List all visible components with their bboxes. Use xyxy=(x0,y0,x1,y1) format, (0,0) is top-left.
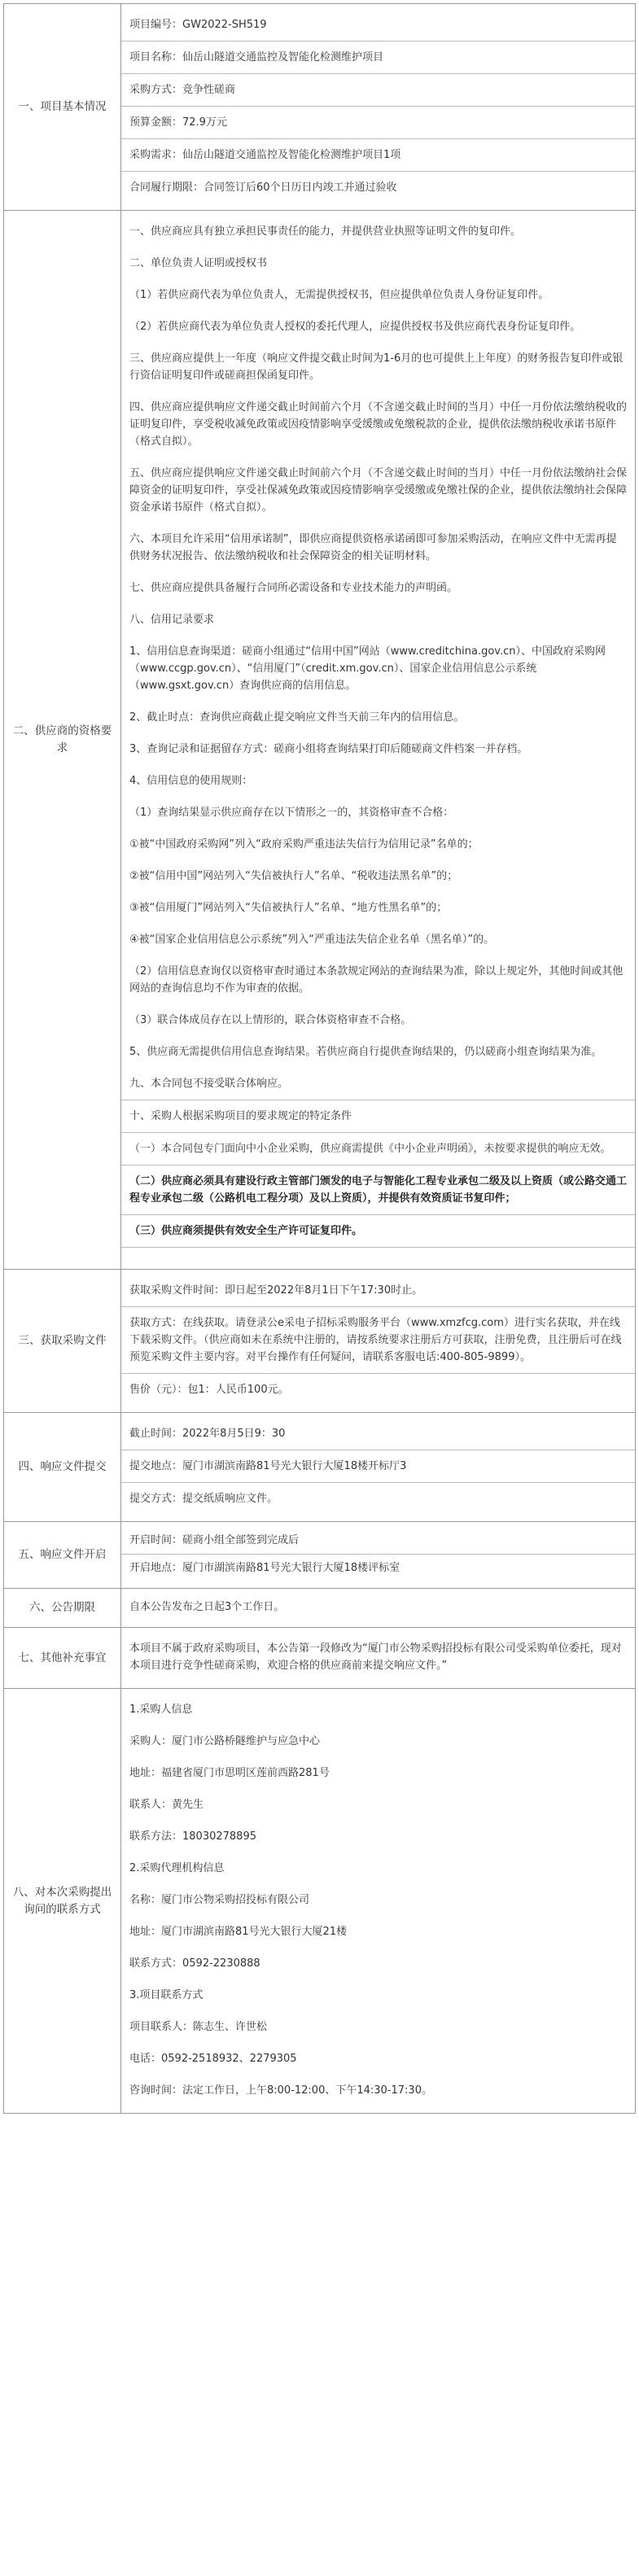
row-label: 六、公告期限 xyxy=(4,1589,121,1628)
qualification-item: （2）信用信息查询仅以资格审查时通过本条款规定网站的查询结果为准，除以上规定外，其他时间或其他网站的查询信息均不作为审查的依据。 xyxy=(129,965,624,995)
qualification-item: 七、供应商应提供具备履行合同所必需设备和专业技术能力的声明函。 xyxy=(129,582,458,594)
row-opening xyxy=(4,1522,636,1589)
row-notice-period xyxy=(4,1589,636,1628)
qualification-item: 四、供应商应提供响应文件递交截止时间前六个月（不含递交截止时间的当月）中任一月份依法缴纳税收的证明复印件，享受税收减免政策或因疫情影响享受缓缴或免缴税款的企业，提供依法缴纳税收承诺书原件（格式自拟）。 xyxy=(129,401,628,448)
document-price: 售价（元）：包1：人民币100元。 xyxy=(129,1384,289,1396)
contact-line: 名称：厦门市公物采购招投标有限公司 xyxy=(129,1894,310,1906)
qualification-item: 八、信用记录要求 xyxy=(129,614,215,626)
row-label: 二、供应商的资格要求 xyxy=(4,211,121,1270)
row-label: 七、其他补充事宜 xyxy=(4,1628,121,1689)
special-condition: （三）供应商须提供有效安全生产许可证复印件。 xyxy=(129,1225,363,1237)
deadline: 截止时间：2022年8月5日9：30 xyxy=(129,1428,286,1440)
opening-time: 开启时间：磋商小组全部签到完成后 xyxy=(129,1534,300,1546)
contact-heading: 3.项目联系方式 xyxy=(129,1989,204,2001)
row-obtain-documents xyxy=(4,1270,636,1413)
qualification-item: 三、供应商应提供上一年度（响应文件提交截止时间为1-6月的也可提供上上年度）的财务报告复印件或银行资信证明复印件或磋商担保函复印件。 xyxy=(129,352,624,382)
qualification-item: 一、供应商应具有独立承担民事责任的能力，并提供营业执照等证明文件的复印件。 xyxy=(129,225,522,238)
qualification-item: （一）本合同包专门面向中小企业采购，供应商需提供《中小企业声明函》，未按要求提供的响应无效。 xyxy=(129,1143,611,1155)
row-project-info xyxy=(4,4,636,211)
contact-line: 联系方法：18030278895 xyxy=(129,1830,256,1843)
row-supplementary xyxy=(4,1628,636,1689)
row-content xyxy=(121,1522,636,1589)
project-number: 项目编号：GW2022-SH519 xyxy=(129,19,267,31)
qualification-item: （2）若供应商代表为单位负责人授权的委托代理人，应提供授权书及供应商代表身份证复印件。 xyxy=(129,321,581,333)
qualification-item: 1、信用信息查询渠道：磋商小组通过“信用中国”网站（www.creditchina.gov.cn）、中国政府采购网（www.ccgp.gov.cn）、“信用厦门”（credit.xm.gov.cn）、国家企业信用信息公示系统（www.gsxt.gov.cn）查询供应商的信用信息。 xyxy=(129,645,606,692)
supplementary-text: 本项目不属于政府采购项目，本公告第一段修改为“厦门市公物采购招投标有限公司受采购单位委托，现对本项目进行竞争性磋商采购，欢迎合格的供应商前来提交响应文件。” xyxy=(129,1642,622,1672)
row-submission xyxy=(4,1413,636,1522)
special-condition xyxy=(129,1248,627,1262)
notice-period: 自本公告发布之日起3个工作日。 xyxy=(129,1601,285,1613)
row-content xyxy=(121,1413,636,1522)
row-content xyxy=(121,4,636,211)
submission-method: 提交方式：提交纸质响应文件。 xyxy=(129,1493,278,1505)
row-content xyxy=(121,1270,636,1413)
qualification-item: 3、查询记录和证据留存方式：磋商小组将查询结果打印后随磋商文件档案一并存档。 xyxy=(129,743,528,755)
qualification-item: ①被“中国政府采购网”列入“政府采购严重违法失信行为信用记录”名单的； xyxy=(129,838,479,851)
qualification-item: （1）查询结果显示供应商存在以下情形之一的，其资格审查不合格： xyxy=(129,807,454,819)
qualification-item: 十、采购人根据采购项目的要求规定的特定条件 xyxy=(129,1110,352,1122)
contact-line: 地址：福建省厦门市思明区莲前西路281号 xyxy=(129,1767,330,1779)
procurement-demand: 采购需求：仙岳山隧道交通监控及智能化检测维护项目1项 xyxy=(129,149,401,161)
row-content xyxy=(121,211,636,1270)
qualification-item: ②被“信用中国”网站列入“失信被执行人”名单、“税收违法黑名单”的； xyxy=(129,870,458,882)
row-label: 三、获取采购文件 xyxy=(4,1270,121,1413)
qualification-item: ④被“国家企业信用信息公示系统”列入“严重违法失信企业名单（黑名单）”的。 xyxy=(129,934,495,946)
contract-period: 合同履行期限：合同签订后60个日历日内竣工并通过验收 xyxy=(129,182,397,194)
qualification-item: ③被“信用厦门”网站列入“失信被执行人”名单、“地方性黑名单”的； xyxy=(129,902,448,914)
procurement-method: 采购方式：竞争性磋商 xyxy=(129,84,236,96)
qualification-item: 五、供应商应提供响应文件递交截止时间前六个月（不含递交截止时间的当月）中任一月份依法缴纳社会保障资金的证明复印件，享受社保减免政策或因疫情影响享受缓缴或免缴社保的企业，提供依法缴纳社会保障资金承诺书原件（格式自拟）。 xyxy=(129,467,628,514)
row-contact xyxy=(4,1689,636,2114)
qualification-item: （3）联合体成员存在以上情形的，联合体资格审查不合格。 xyxy=(129,1014,412,1026)
qualification-item: 2、截止时点：查询供应商截止提交响应文件当天前三年内的信用信息。 xyxy=(129,711,465,724)
special-condition: （二）供应商必须具有建设行政主管部门颁发的电子与智能化工程专业承包二级及以上资质（或公路交通工程专业承包二级（公路机电工程分项）及以上资质），并提供有效资质证书复印件； xyxy=(129,1175,628,1205)
obtain-method: 获取方式：在线获取。请登录公e采电子招标采购服务平台（www.xmzfcg.com）进行实名获取，并在线下载采购文件。（供应商如未在系统中注册的，请按系统要求注册后方可获取，注册免费，且注册后可在线预览采购文件主要内容。对平台操作有任何疑问，请联系客服电话:400-805-9899）。 xyxy=(129,1317,622,1363)
row-label: 四、响应文件提交 xyxy=(4,1413,121,1522)
budget-amount: 预算金额：72.9万元 xyxy=(129,116,227,129)
contact-line: 电话：0592-2518932、2279305 xyxy=(129,2053,297,2065)
project-name: 项目名称：仙岳山隧道交通监控及智能化检测维护项目 xyxy=(129,51,384,63)
contact-line: 联系人：黄先生 xyxy=(129,1799,204,1811)
obtain-time: 获取采购文件时间：即日起至2022年8月1日下午17:30时止。 xyxy=(129,1284,423,1297)
submission-location: 提交地点：厦门市湖滨南路81号光大银行大厦18楼开标厅3 xyxy=(129,1460,407,1472)
opening-location: 开启地点：厦门市湖滨南路81号光大银行大厦18楼评标室 xyxy=(129,1562,400,1574)
contact-line: 联系方式：0592-2230888 xyxy=(129,1957,260,1970)
qualification-item: 六、本项目允许采用“信用承诺制”，即供应商提供资格承诺函即可参加采购活动，在响应文件中无需再提供财务状况报告、依法缴纳税收和社会保障资金的相关证明材料。 xyxy=(129,533,617,562)
row-content xyxy=(121,1628,636,1689)
contact-line: 采购人：厦门市公路桥隧维护与应急中心 xyxy=(129,1735,321,1747)
contact-line: 项目联系人：陈志生、许世松 xyxy=(129,2021,268,2033)
qualification-item: 4、信用信息的使用规则： xyxy=(129,775,253,787)
qualification-item: 九、本合同包不接受联合体响应。 xyxy=(129,1078,289,1090)
contact-heading: 1.采购人信息 xyxy=(129,1703,193,1716)
row-label: 八、对本次采购提出询问的联系方式 xyxy=(4,1689,121,2114)
row-qualification xyxy=(4,211,636,1270)
row-content xyxy=(121,1689,636,2114)
announcement-table xyxy=(3,3,636,2114)
row-label: 一、项目基本情况 xyxy=(4,4,121,211)
qualification-item: 5、供应商无需提供信用信息查询结果。若供应商自行提供查询结果的，仍以磋商小组查询结果为准。 xyxy=(129,1046,602,1058)
contact-line: 地址：厦门市湖滨南路81号光大银行大厦21楼 xyxy=(129,1926,348,1938)
row-content xyxy=(121,1589,636,1628)
qualification-item: （1）若供应商代表为单位负责人，无需提供授权书，但应提供单位负责人身份证复印件。 xyxy=(129,289,549,301)
contact-heading: 2.采购代理机构信息 xyxy=(129,1862,225,1874)
qualification-item: 二、单位负责人证明或授权书 xyxy=(129,257,268,269)
contact-line: 咨询时间：法定工作日，上午8:00-12:00、下午14:30-17:30。 xyxy=(129,2084,432,2097)
row-label: 五、响应文件开启 xyxy=(4,1522,121,1589)
